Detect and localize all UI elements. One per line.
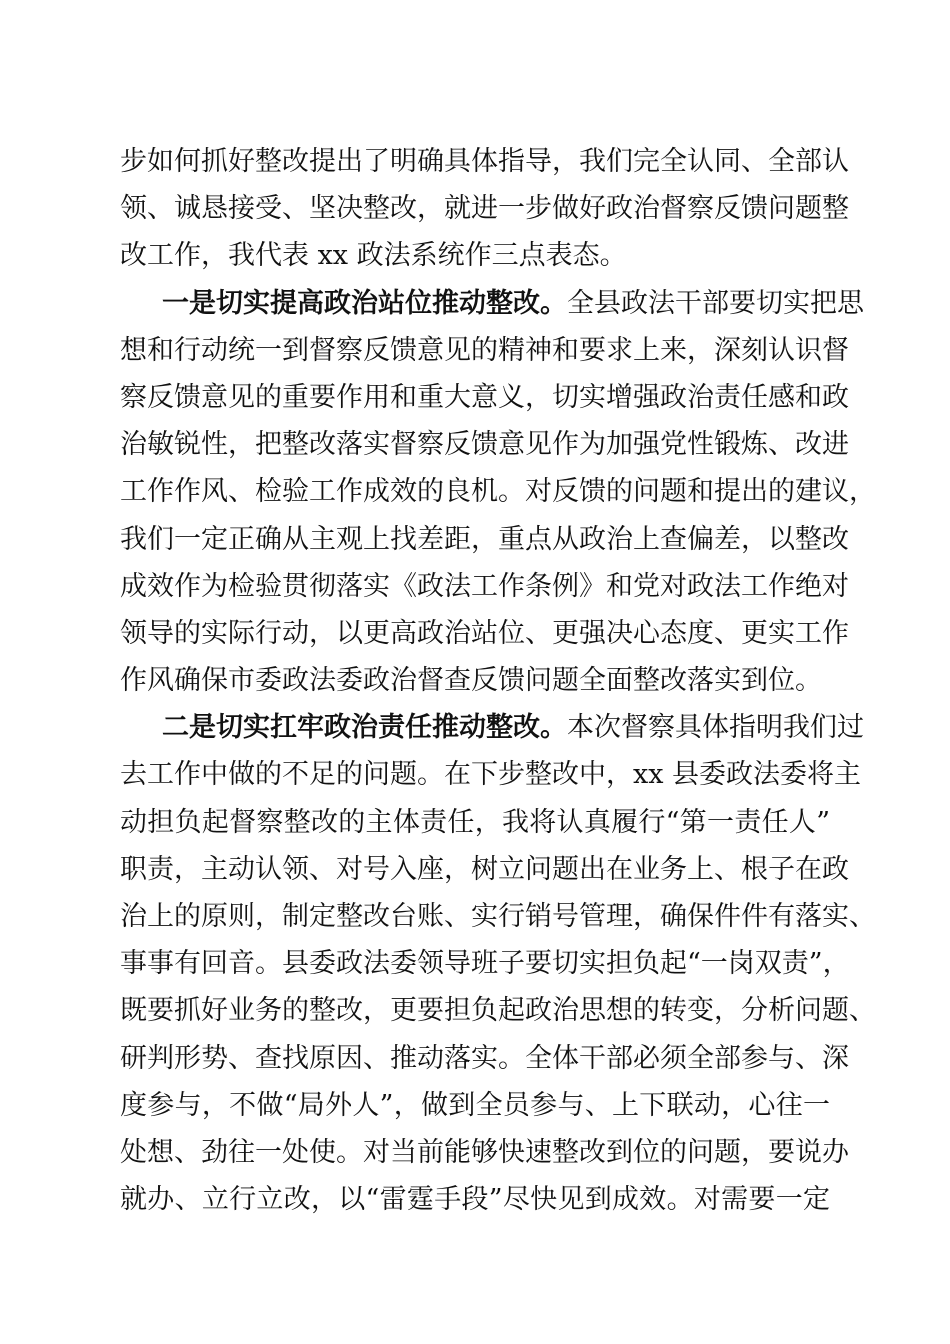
paragraph-line: 领导的实际行动，以更高政治站位、更强决心态度、更实工作 — [120, 617, 849, 649]
paragraph-line: 去工作中做的不足的问题。在下步整改中，xx 县委政法委将主 — [120, 759, 862, 791]
paragraph-line-text: 本次督察具体指明我们过 — [567, 712, 864, 744]
paragraph-line: 想和行动统一到督察反馈意见的精神和要求上来，深刻认识督 — [120, 334, 849, 366]
paragraph-line: 作风确保市委政法委政治督查反馈问题全面整改落实到位。 — [120, 665, 822, 697]
paragraph-line: 工作作风、检验工作成效的良机。对反馈的问题和提出的建议， — [120, 476, 876, 508]
paragraph-line: 领、诚恳接受、坚决整改，就进一步做好政治督察反馈问题整 — [120, 193, 849, 225]
paragraph-line-text: 全县政法干部要切实把思 — [567, 287, 864, 319]
paragraph-line: 成效作为检验贯彻落实《政法工作条例》和党对政法工作绝对 — [120, 570, 849, 602]
paragraph-first-line — [120, 280, 864, 327]
paragraph-line: 察反馈意见的重要作用和重大意义，切实增强政治责任感和政 — [120, 381, 849, 413]
paragraph-line: 处想、劲往一处使。对当前能够快速整改到位的问题，要说办 — [120, 1136, 849, 1168]
paragraph-line: 研判形势、查找原因、推动落实。全体干部必须全部参与、深 — [120, 1042, 849, 1074]
paragraph-line: 就办、立行立改，以“雷霆手段”尽快见到成效。对需要一定 — [120, 1184, 830, 1216]
paragraph-heading: 一是切实提高政治站位推动整改。 — [162, 287, 567, 319]
paragraph-line: 事事有回音。县委政法委领导班子要切实担负起“一岗双责”， — [120, 948, 850, 980]
paragraph-line: 职责，主动认领、对号入座，树立问题出在业务上、根子在政 — [120, 853, 849, 885]
paragraph-heading: 二是切实扛牢政治责任推动整改。 — [162, 712, 567, 744]
document-body — [120, 138, 876, 1223]
paragraph-line: 既要抓好业务的整改，更要担负起政治思想的转变，分析问题、 — [120, 995, 876, 1027]
paragraph-line: 我们一定正确从主观上找差距，重点从政治上查偏差，以整改 — [120, 523, 849, 555]
paragraph-line: 改工作，我代表 xx 政法系统作三点表态。 — [120, 240, 627, 272]
paragraph-first-line — [120, 704, 864, 751]
paragraph-line: 步如何抓好整改提出了明确具体指导，我们完全认同、全部认 — [120, 146, 849, 177]
paragraph-line: 治敏锐性，把整改落实督察反馈意见作为加强党性锻炼、改进 — [120, 429, 849, 461]
paragraph-line: 治上的原则，制定整改台账、实行销号管理，确保件件有落实、 — [120, 901, 876, 932]
paragraph-line: 度参与，不做“局外人”，做到全员参与、上下联动，心往一 — [120, 1089, 830, 1121]
paragraph-line: 动担负起督察整改的主体责任，我将认真履行“第一责任人” — [120, 806, 830, 838]
